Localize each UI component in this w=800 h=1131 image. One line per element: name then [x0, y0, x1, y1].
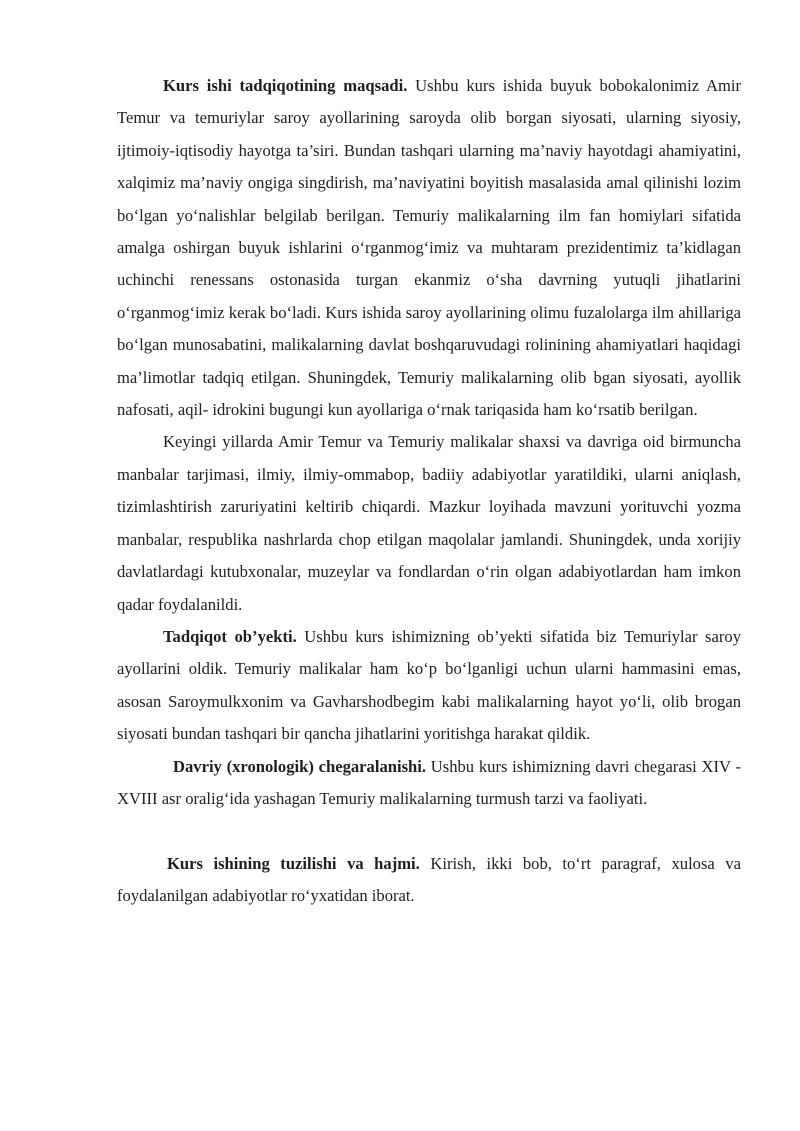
- paragraph-lead: Kurs ishi tadqiqotining maqsadi.: [163, 76, 408, 95]
- paragraph-body: Kirish, ikki bob, to‘rt paragraf, xulosa va foydalanilgan adabiyotlar ro‘yxatidan iborat.: [117, 853, 741, 906]
- paragraph-body: Keyingi yillarda Amir Temur va Temuriy malikalar shaxsi va davriga oid birmuncha manbalar tarjimasi, ilmiy, ilmiy-ommabop, badiiy adabiyotlar yaratildiki, ularni aniqlash, tizimlashtirish zaruriyatini keltirib chiqardi. Mazkur loyihada mavzuni yorituvchi yozma manbalar, respublika nashrlarda chop etilgan maqolalar jamlandi. Shuningdek, unda xorijiy davlatlardagi kutubxonalar, muzeylar va fondlardan o‘rin olgan adabiyotlardan ham imkon qadar foydalanildi.: [117, 432, 741, 614]
- blank-line: [117, 815, 741, 847]
- paragraph-chronology: [117, 751, 741, 816]
- paragraph-lead: Tadqiqot ob’yekti.: [163, 626, 297, 646]
- paragraph-body: Ushbu kurs ishida buyuk bobokalonimiz Amir Temur va temuriylar saroy ayollarining saroyda olib borgan siyosati, ularning siyosiy, ijtimoiy-iqtisodiy hayotga ta’siri. Bundan tashqari ularning ma’naviy hayotdagi ahamiyatini, xalqimiz ma’naviy ongiga singdirish, ma’naviyatini boyitish masalasida amal qilinishi lozim bo‘lgan yo‘nalishlar belgilab berilgan. Temuriy malikalarning ilm fan homiylari sifatida amalga oshirgan buyuk ishlarini o‘rganmog‘imiz va muhtaram prezidentimiz ta’kidlagan uchinchi renessans ostonasida turgan ekanmiz o‘sha davrning yutuqli jihatlarini o‘rganmog‘imiz kerak bo‘ladi. Kurs ishida saroy ayollarining olimu fuzalolarga ilm ahillariga bo‘lgan munosabatini, malikalarning davlat boshqaruvudagi rolinining ahamiyatlari haqidagi ma’limotlar tadqiq etilgan. Shuningdek, Temuriy malikalarning olib bgan siyosati, ayollik nafosati, aqil- idrokini bugungi kun ayollariga o‘rnak tariqasida ham ko‘rsatib berilgan.: [117, 76, 741, 420]
- paragraph-body: Ushbu kurs ishimizning davri chegarasi XIV - XVIII asr oralig‘ida yashagan Temuriy malikalarning turmush tarzi va faoliyati.: [117, 756, 741, 808]
- paragraph-research-goal: [117, 70, 741, 426]
- paragraph-body: Ushbu kurs ishimizning ob’yekti sifatida biz Temuriylar saroy ayollarini oldik. Temuriy malikalar ham ko‘p bo‘lganligi uchun ularni hammasini emas, asosan Saroymulkxonim va Gavharshodbegim kabi malikalarning hayot yo‘li, olib brogan siyosati bundan tashqari bir qancha jihatlarini yoritishga harakat qildik.: [117, 626, 741, 744]
- paragraph-lead: Davriy (xronologik) chegaralanishi.: [173, 756, 427, 776]
- document-page: [117, 70, 741, 913]
- paragraph-structure: [117, 848, 741, 913]
- paragraph-lead: Kurs ishining tuzilishi va hajmi.: [167, 853, 420, 873]
- paragraph-research-object: [117, 621, 741, 751]
- paragraph-sources: [117, 426, 741, 620]
